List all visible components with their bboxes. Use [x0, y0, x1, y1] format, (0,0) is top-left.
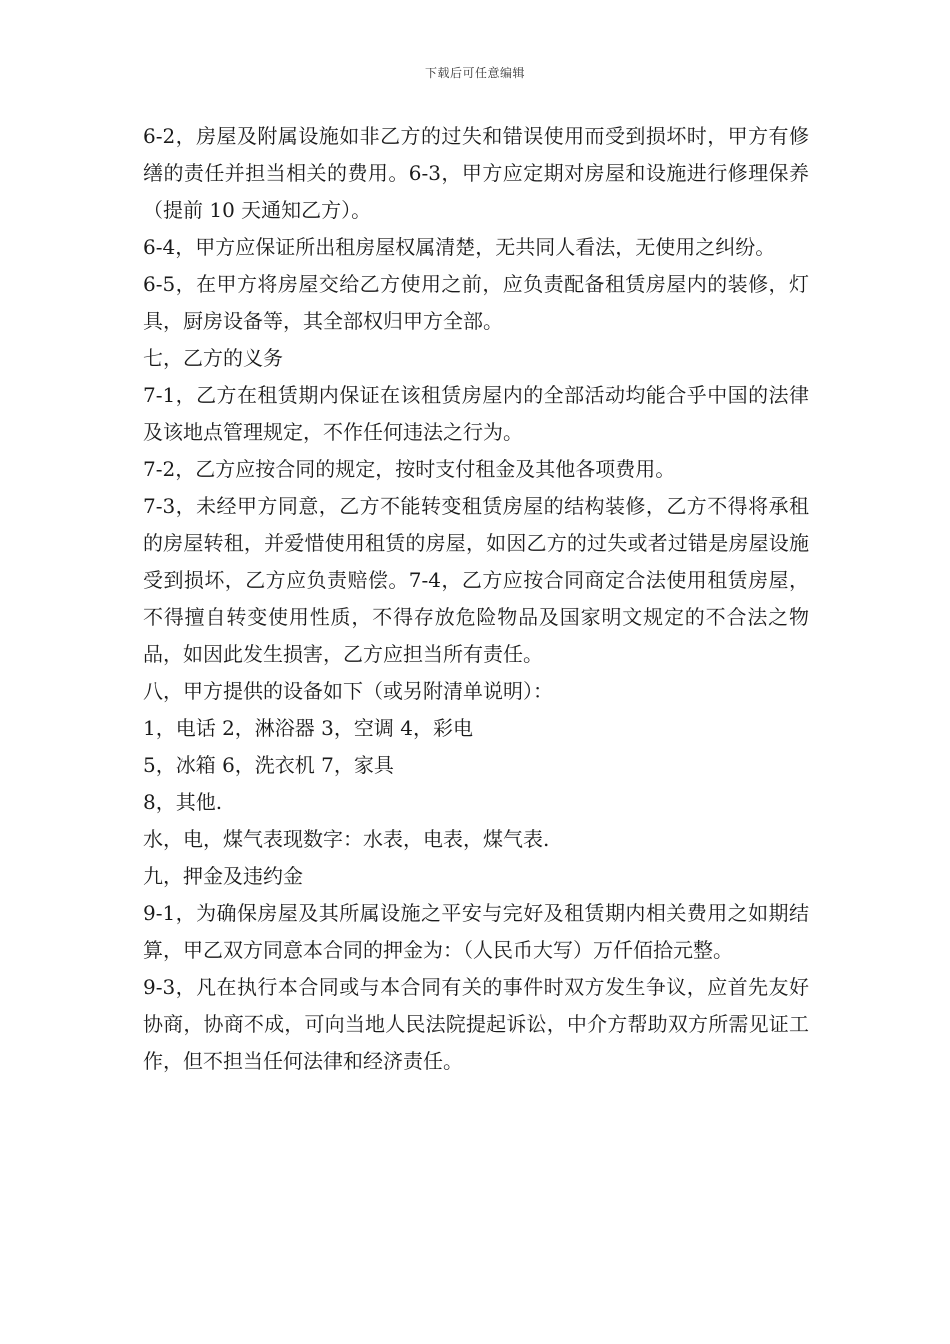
- section-heading-8: 八，甲方提供的设备如下（或另附清单说明）：: [143, 679, 553, 703]
- section-heading-7: 七，乙方的义务: [143, 346, 283, 370]
- paragraph-9-3: 9-3，凡在执行本合同或与本合同有关的事件时双方发生争议，应首先友好协商，协商不成，可向当地人民法院提起诉讼，中介方帮助双方所需见证工作，但不担当任何法律和经济责任。: [143, 975, 809, 1073]
- paragraph-6-5: 6-5，在甲方将房屋交给乙方使用之前，应负责配备租赁房屋内的装修，灯具，厨房设备等，其全部权归甲方全部。: [143, 272, 809, 333]
- paragraph-7-1: 7-1，乙方在租赁期内保证在该租赁房屋内的全部活动均能合乎中国的法律及该地点管理规定，不作任何违法之行为。: [143, 383, 809, 444]
- equipment-line-3: 8，其他.: [143, 790, 223, 814]
- paragraph-9-1: 9-1，为确保房屋及其所属设施之平安与完好及租赁期内相关费用之如期结算，甲乙双方同意本合同的押金为：（人民币大写）万仟佰拾元整。: [143, 901, 809, 962]
- paragraph-7-3: 7-3，未经甲方同意，乙方不能转变租赁房屋的结构装修，乙方不得将承租的房屋转租，并爱惜使用租赁的房屋，如因乙方的过失或者过错是房屋设施受到损坏，乙方应负责赔偿。7-4，乙方应按合同商定合法使用租赁房屋，不得擅自转变使用性质，不得存放危险物品及国家明文规定的不合法之物品，如因此发生损害，乙方应担当所有责任。: [143, 494, 809, 666]
- paragraph-6-4: 6-4，甲方应保证所出租房屋权属清楚，无共同人看法，无使用之纠纷。: [143, 235, 776, 259]
- page-header: 下载后可任意编辑: [424, 66, 525, 80]
- paragraph-7-2: 7-2，乙方应按合同的规定，按时支付租金及其他各项费用。: [143, 457, 676, 481]
- meter-readings-line: 水，电，煤气表现数字：水表，电表，煤气表.: [143, 827, 550, 851]
- equipment-line-1: 1，电话 2，淋浴器 3，空调 4，彩电: [143, 716, 473, 740]
- equipment-line-2: 5，冰箱 6，洗衣机 7，家具: [143, 753, 394, 777]
- document-body: [143, 118, 809, 1080]
- section-heading-9: 九，押金及违约金: [143, 864, 303, 888]
- paragraph-6-2: 6-2，房屋及附属设施如非乙方的过失和错误使用而受到损坏时，甲方有修缮的责任并担当相关的费用。6-3，甲方应定期对房屋和设施进行修理保养（提前 10 天通知乙方）。: [143, 124, 809, 222]
